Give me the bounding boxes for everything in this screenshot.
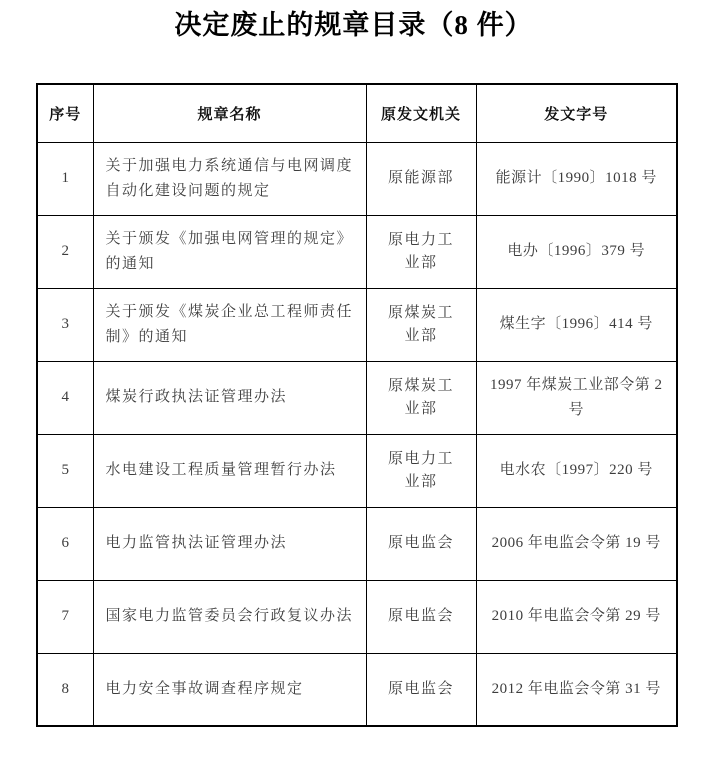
table-row — [37, 215, 677, 288]
cell-agency: 原电监会 — [366, 580, 476, 653]
table-body — [37, 142, 677, 726]
table-row — [37, 142, 677, 215]
table-row — [37, 361, 677, 434]
header-cell-agency: 原发文机关 — [366, 84, 476, 142]
cell-name: 关于颁发《加强电网管理的规定》的通知 — [93, 215, 366, 288]
cell-no: 3 — [37, 288, 93, 361]
cell-doc_no: 能源计〔1990〕1018 号 — [476, 142, 677, 215]
table-header-row — [37, 84, 677, 142]
table-row — [37, 434, 677, 507]
cell-name: 国家电力监管委员会行政复议办法 — [93, 580, 366, 653]
table-row — [37, 580, 677, 653]
cell-doc_no: 2010 年电监会令第 29 号 — [476, 580, 677, 653]
table-row — [37, 507, 677, 580]
header-cell-no: 序号 — [37, 84, 93, 142]
cell-agency: 原电监会 — [366, 653, 476, 726]
cell-doc_no: 1997 年煤炭工业部令第 2 号 — [476, 361, 677, 434]
table-row — [37, 288, 677, 361]
header-cell-name: 规章名称 — [93, 84, 366, 142]
cell-no: 1 — [37, 142, 93, 215]
cell-name: 关于颁发《煤炭企业总工程师责任制》的通知 — [93, 288, 366, 361]
header-cell-docno: 发文字号 — [476, 84, 677, 142]
cell-agency: 原煤炭工业部 — [366, 361, 476, 434]
cell-no: 7 — [37, 580, 93, 653]
cell-agency: 原电力工业部 — [366, 434, 476, 507]
cell-name: 水电建设工程质量管理暂行办法 — [93, 434, 366, 507]
cell-doc_no: 电办〔1996〕379 号 — [476, 215, 677, 288]
cell-doc_no: 2012 年电监会令第 31 号 — [476, 653, 677, 726]
cell-doc_no: 煤生字〔1996〕414 号 — [476, 288, 677, 361]
document-page — [0, 8, 707, 769]
cell-no: 2 — [37, 215, 93, 288]
cell-doc_no: 2006 年电监会令第 19 号 — [476, 507, 677, 580]
page-title: 决定废止的规章目录（8 件） — [174, 10, 533, 40]
cell-name: 电力监管执法证管理办法 — [93, 507, 366, 580]
cell-doc_no: 电水农〔1997〕220 号 — [476, 434, 677, 507]
cell-agency: 原电力工业部 — [366, 215, 476, 288]
cell-name: 关于加强电力系统通信与电网调度自动化建设问题的规定 — [93, 142, 366, 215]
cell-no: 4 — [37, 361, 93, 434]
cell-name: 煤炭行政执法证管理办法 — [93, 361, 366, 434]
cell-name: 电力安全事故调查程序规定 — [93, 653, 366, 726]
cell-agency: 原煤炭工业部 — [366, 288, 476, 361]
abolished-regulations-table — [36, 83, 678, 727]
cell-no: 5 — [37, 434, 93, 507]
cell-no: 6 — [37, 507, 93, 580]
cell-agency: 原电监会 — [366, 507, 476, 580]
table-row — [37, 653, 677, 726]
cell-agency: 原能源部 — [366, 142, 476, 215]
cell-no: 8 — [37, 653, 93, 726]
